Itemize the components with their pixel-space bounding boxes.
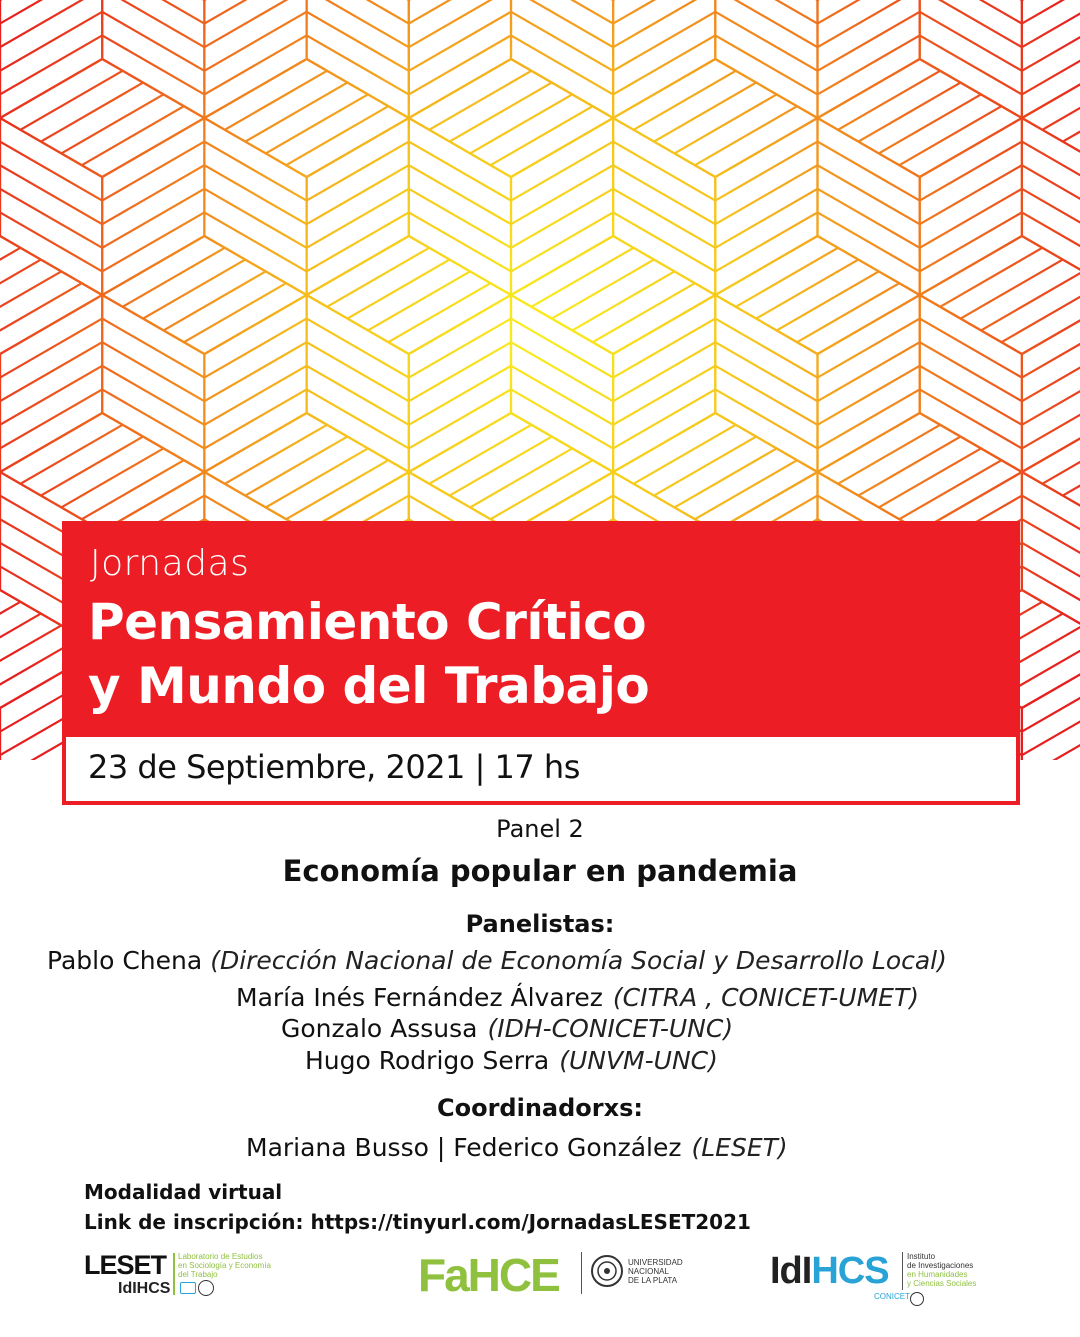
conicet-icon [180, 1282, 196, 1294]
coordinators-line [246, 1133, 788, 1162]
leset-wordmark: LESET [84, 1250, 167, 1280]
panelist-name: María Inés Fernández Álvarez [236, 983, 603, 1012]
leset-description: Laboratorio de Estudios en Sociología y Economía del Trabajo [178, 1252, 271, 1279]
idihcs-logo [770, 1250, 1000, 1310]
panelists-heading: Panelistas: [465, 910, 615, 938]
coordinator-names: Mariana Busso | Federico González [246, 1133, 682, 1162]
fahce-divider [581, 1252, 582, 1294]
idihcs-divider [902, 1252, 903, 1290]
date-box [62, 737, 1020, 805]
leset-sub-idihcs: IdIHCS [118, 1280, 171, 1297]
panelist-4 [305, 1046, 718, 1075]
leset-logo [84, 1250, 284, 1302]
panelist-affiliation: (IDH-CONICET-UNC) [487, 1014, 734, 1043]
panelist-1 [47, 946, 947, 975]
coordinator-affiliation: (LESET) [691, 1133, 788, 1162]
panelist-affiliation: (UNVM-UNC) [559, 1046, 718, 1075]
fahce-logo [418, 1249, 698, 1301]
leset-divider [173, 1253, 175, 1295]
panel-title: Economía popular en pandemia [282, 854, 798, 888]
event-title-line-2: y Mundo del Trabajo [88, 657, 650, 715]
registration-link[interactable]: Link de inscripción: https://tinyurl.com/JornadasLESET2021 [84, 1210, 751, 1234]
conicet-label: CONICET [874, 1292, 910, 1301]
panelist-affiliation: (Dirección Nacional de Economía Social y Desarrollo Local) [210, 946, 947, 975]
unlp-seal-icon [590, 1254, 624, 1288]
idihcs-wordmark: IdIHCS [770, 1250, 889, 1292]
panelist-2 [236, 983, 919, 1012]
panel-number: Panel 2 [496, 815, 584, 843]
coordinators-heading: Coordinadorxs: [437, 1094, 643, 1122]
modality-text: Modalidad virtual [84, 1180, 283, 1204]
unlp-seal-icon [198, 1280, 214, 1296]
idihcs-description: Instituto de Investigaciones en Humanidades y Ciencias Sociales [907, 1252, 977, 1288]
unlp-seal-icon [910, 1292, 924, 1306]
event-date: 23 de Septiembre, 2021 | 17 hs [88, 748, 580, 786]
panelist-3 [281, 1014, 733, 1043]
series-label: Jornadas [90, 543, 250, 584]
panelist-affiliation: (CITRA , CONICET-UMET) [612, 983, 919, 1012]
panelist-name: Pablo Chena [47, 946, 203, 975]
event-title-line-1: Pensamiento Crítico [88, 593, 647, 651]
panelist-name: Hugo Rodrigo Serra [305, 1046, 550, 1075]
unlp-name: UNIVERSIDAD NACIONAL DE LA PLATA [628, 1258, 683, 1285]
fahce-wordmark: FaHCE [418, 1249, 559, 1301]
panelist-name: Gonzalo Assusa [281, 1014, 478, 1043]
title-banner [62, 521, 1020, 737]
